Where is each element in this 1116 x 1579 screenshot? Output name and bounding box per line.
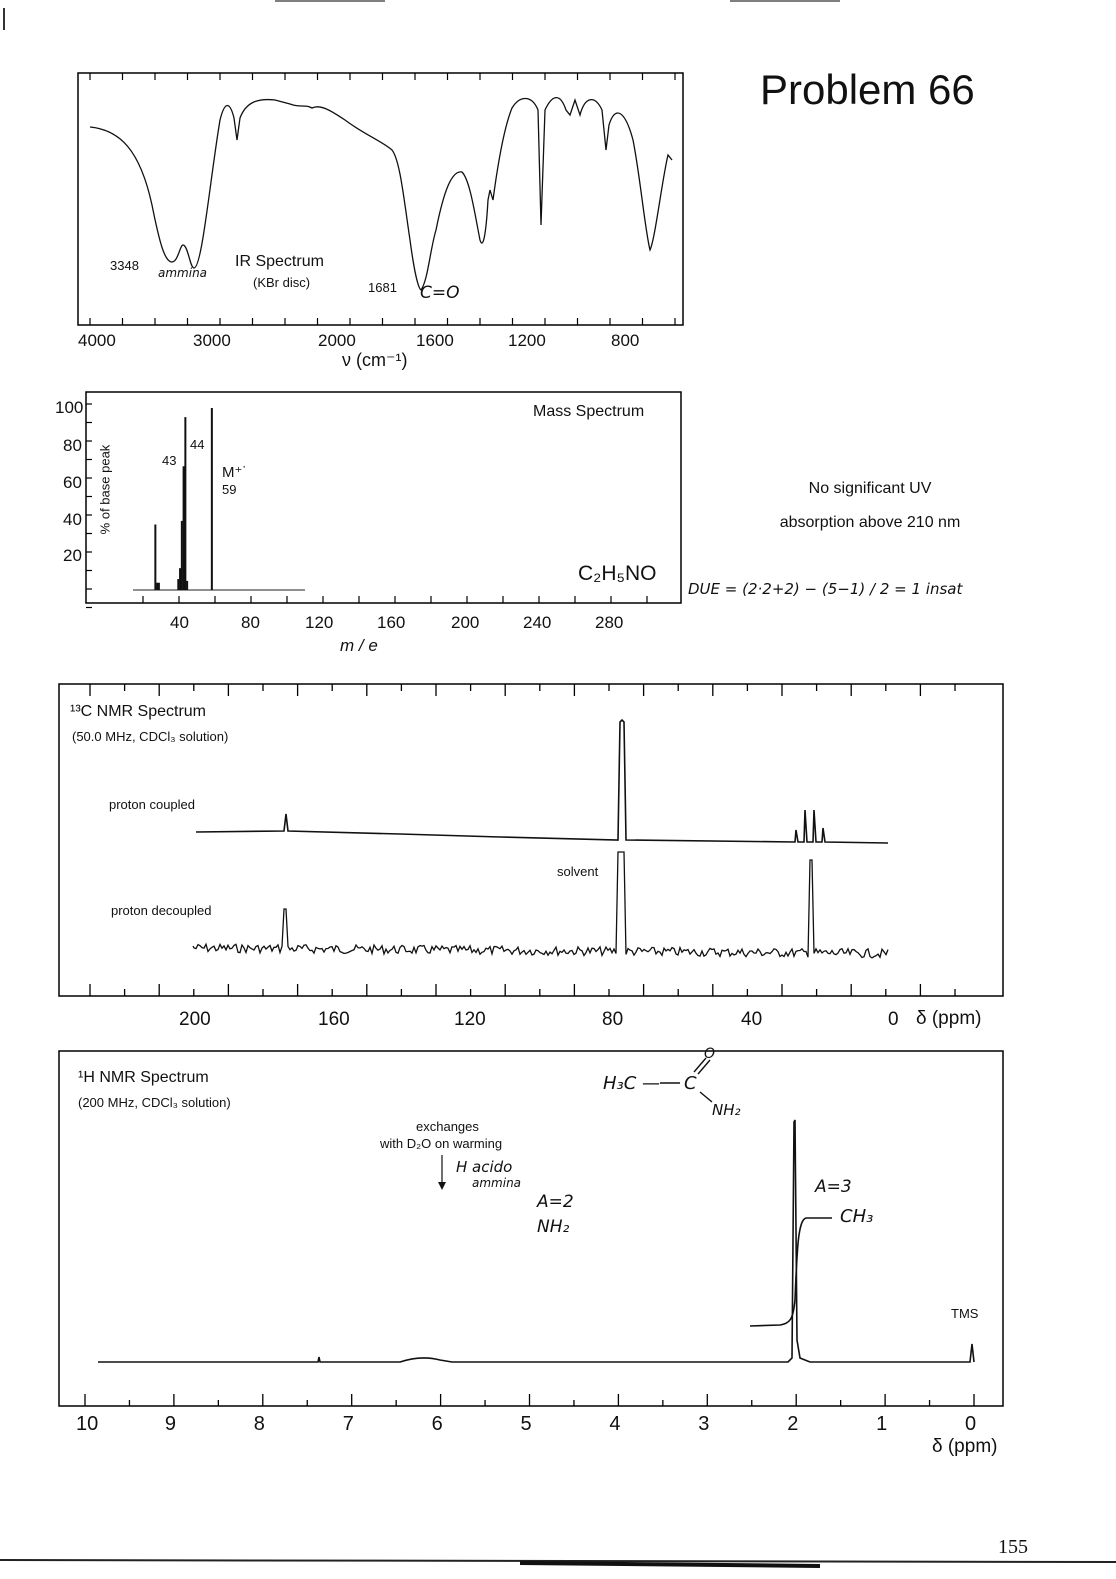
mass-ytick-40: 40 [63, 510, 82, 529]
ir-xtick-800: 800 [611, 331, 640, 350]
structure-oxygen: O [704, 1046, 716, 1062]
c13-coupled-label: proton coupled [109, 797, 196, 812]
h1-xtick-4: 4 [609, 1413, 621, 1435]
mass-title: Mass Spectrum [533, 403, 645, 420]
ir-xlabel: ν (cm⁻¹) [342, 350, 408, 370]
h1-xtick-5: 5 [520, 1413, 532, 1435]
mass-xtick-240: 240 [523, 613, 552, 632]
c13-xlabel: δ (ppm) [916, 1008, 982, 1029]
structure-nh2: NH₂ [712, 1101, 741, 1119]
mass-ytick-100: 100 [55, 398, 84, 417]
h1-xtick-1: 1 [876, 1413, 888, 1435]
structure-double-bond-b [698, 1060, 710, 1074]
h1-xtick-10: 10 [76, 1413, 99, 1435]
h1-xtick-7: 7 [342, 1413, 354, 1435]
ir-xtick-3000: 3000 [193, 331, 231, 350]
h1-subtitle: (200 MHz, CDCl₃ solution) [78, 1095, 231, 1110]
due-formula: DUE = (2·2+2) − (5−1) / 2 = 1 insat [688, 580, 963, 598]
c13-decoupled-trace [193, 852, 888, 958]
mass-label-59: 59 [222, 482, 237, 497]
c13-coupled-trace [196, 720, 888, 843]
ir-subtitle: (KBr disc) [253, 275, 311, 290]
c13-xtick-40: 40 [741, 1009, 763, 1030]
mass-xtick-120: 120 [305, 613, 334, 632]
ir-peak-3348: 3348 [110, 258, 139, 273]
ir-xtick-1200: 1200 [508, 331, 546, 350]
h1-tms-label: TMS [951, 1306, 979, 1321]
mass-xtick-280: 280 [595, 613, 624, 632]
h1-xtick-9: 9 [164, 1413, 177, 1435]
h1-xlabel: δ (ppm) [932, 1436, 998, 1457]
h1-note-a3: A=3 [815, 1177, 852, 1197]
h1-note-nh2: NH₂ [537, 1217, 570, 1237]
h1-exchanges-line2: with D₂O on warming [380, 1136, 503, 1151]
c13-xtick-120: 120 [454, 1009, 486, 1030]
h1-xtick-0: 0 [965, 1413, 977, 1435]
h1-note-ch3: CH₃ [840, 1206, 874, 1227]
mass-xtick-200: 200 [451, 613, 480, 632]
h1-xtick-2: 2 [787, 1413, 799, 1435]
mass-bars [155, 408, 211, 590]
h1-arrow-head [438, 1182, 446, 1190]
c13-xtick-80: 80 [602, 1009, 624, 1030]
c13-title: ¹³C NMR Spectrum [70, 703, 207, 720]
ir-note-co: C=O [420, 283, 460, 303]
h1-note-a2: A=2 [537, 1192, 574, 1212]
mass-label-mplus: M⁺˙ [222, 464, 248, 481]
mass-ytick-20: 20 [63, 546, 82, 565]
c13-subtitle: (50.0 MHz, CDCl₃ solution) [72, 729, 229, 744]
h1-exchanges-line1: exchanges [416, 1119, 479, 1134]
h1-spectrum-trace [98, 1120, 974, 1362]
h1-ticks [85, 1394, 974, 1406]
structure-carbon: C [684, 1073, 697, 1094]
c13-solvent-label: solvent [557, 864, 599, 879]
ir-xtick-2000: 2000 [318, 331, 356, 350]
structure-bond-n [700, 1092, 712, 1102]
h1-note-ammina: ammina [472, 1176, 522, 1190]
mass-xtick-80: 80 [241, 613, 260, 632]
mass-xtick-160: 160 [377, 613, 406, 632]
mass-xtick-40: 40 [170, 613, 189, 632]
uv-note-line1: No significant UV [808, 480, 932, 497]
h1-integral-ch3 [750, 1218, 832, 1326]
c13-xtick-160: 160 [318, 1009, 350, 1030]
h1-xtick-6: 6 [431, 1413, 443, 1435]
page-number: 155 [998, 1536, 1028, 1558]
c13-xtick-0: 0 [888, 1009, 899, 1030]
ir-title: IR Spectrum [235, 253, 324, 270]
mass-formula: C₂H₅NO [578, 562, 657, 585]
h1-xtick-3: 3 [698, 1413, 710, 1435]
h1-title: ¹H NMR Spectrum [78, 1069, 209, 1086]
c13-xtick-200: 200 [179, 1009, 211, 1030]
mass-label-44: 44 [190, 437, 205, 452]
h1-xtick-8: 8 [253, 1413, 265, 1435]
page-title: Problem 66 [760, 66, 975, 113]
h1-note-acido: H acido [456, 1158, 513, 1176]
mass-ytick-80: 80 [63, 436, 82, 455]
mass-ticks [86, 404, 647, 608]
mass-ylabel: % of base peak [97, 444, 113, 535]
ir-xtick-1600: 1600 [416, 331, 454, 350]
ir-note-ammina: ammina [158, 266, 208, 280]
structure-h3c: H₃C — [603, 1073, 661, 1094]
c13-decoupled-label: proton decoupled [111, 903, 212, 918]
uv-note-line2: absorption above 210 nm [779, 514, 961, 531]
mass-xlabel: m / e [340, 636, 378, 655]
mass-label-43: 43 [162, 453, 177, 468]
ir-xtick-4000: 4000 [78, 331, 116, 350]
ir-peak-1681: 1681 [368, 280, 397, 295]
mass-ytick-60: 60 [63, 473, 82, 492]
